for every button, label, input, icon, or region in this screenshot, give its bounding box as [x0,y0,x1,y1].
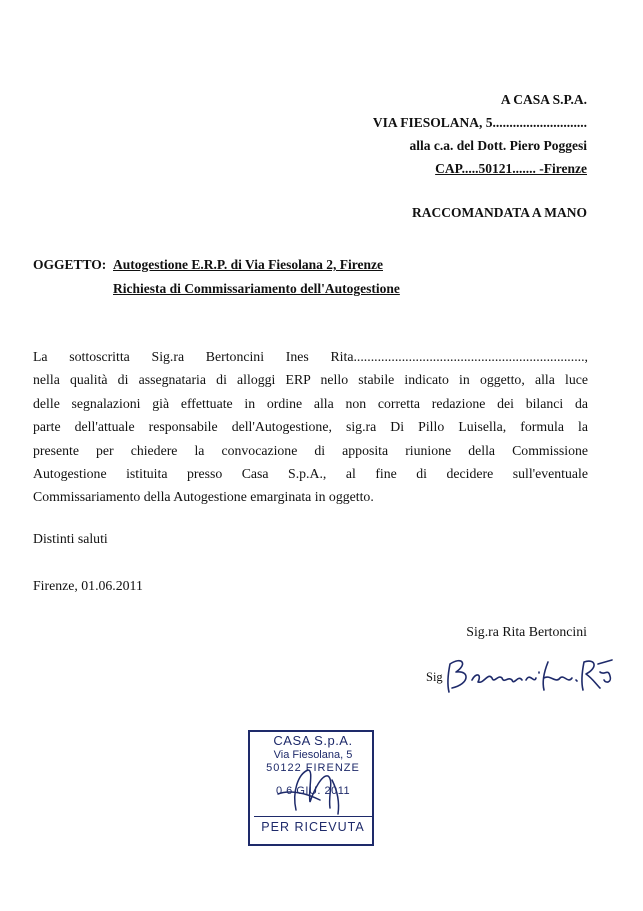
stamp-date: 0 6 GIU. 2011 [276,785,351,797]
stamp-receipt-label: PER RICEVUTA [261,820,365,834]
delivery-method: RACCOMANDATA A MANO [412,205,587,220]
subject-line-2: Richiesta di Commissariamento dell'Autogestione [113,281,400,296]
subject-block [33,253,400,301]
signer-name: Sig.ra Rita Bertoncini [466,624,587,639]
subject-label: OGGETTO: [33,257,107,272]
body-line: nella qualità di assegnataria di alloggi ERP nello stabile indicato in oggetto, alla luce [33,372,588,388]
recipient-attention: alla c.a. del Dott. Piero Poggesi [409,138,587,153]
body-line: Autogestione istituita presso Casa S.p.A., al fine di decidere sull'eventuale [33,466,588,482]
body-line: La sottoscritta Sig.ra Bertoncini Ines Rita..................................................................., [33,349,588,364]
stamp-city: 50122 FIRENZE [266,762,360,774]
recipient-company: A CASA S.P.A. [500,92,587,107]
stamp-street: Via Fiesolana, 5 [273,749,353,761]
stamp-initials-scrawl [248,730,378,848]
recipient-block [373,88,587,180]
salutation: Distinti saluti [33,531,108,546]
signature-label: Sig [426,670,443,684]
place-date: Firenze, 01.06.2011 [33,578,143,593]
handwritten-signature [440,650,615,700]
body-line: delle segnalazioni già effettuate in ordine alla non corretta redazione dei bilanci da [33,395,588,411]
recipient-address: VIA FIESOLANA, 5............................ [372,115,587,130]
receipt-stamp [248,730,378,848]
body-line: Commissariamento della Autogestione emarginata in oggetto. [33,489,374,505]
letter-body [33,345,588,509]
body-line: presente per chiedere la convocazione di apposita riunione della Commissione [33,442,588,458]
subject-line-1: Autogestione E.R.P. di Via Fiesolana 2, Firenze [113,257,383,272]
recipient-postcode-city: CAP.....50121....... -Firenze [435,161,587,176]
stamp-company: CASA S.p.A. [273,733,353,748]
body-line: parte dell'attuale responsabile dell'Autogestione, sig.ra Di Pillo Luisella, formula la [33,419,588,435]
